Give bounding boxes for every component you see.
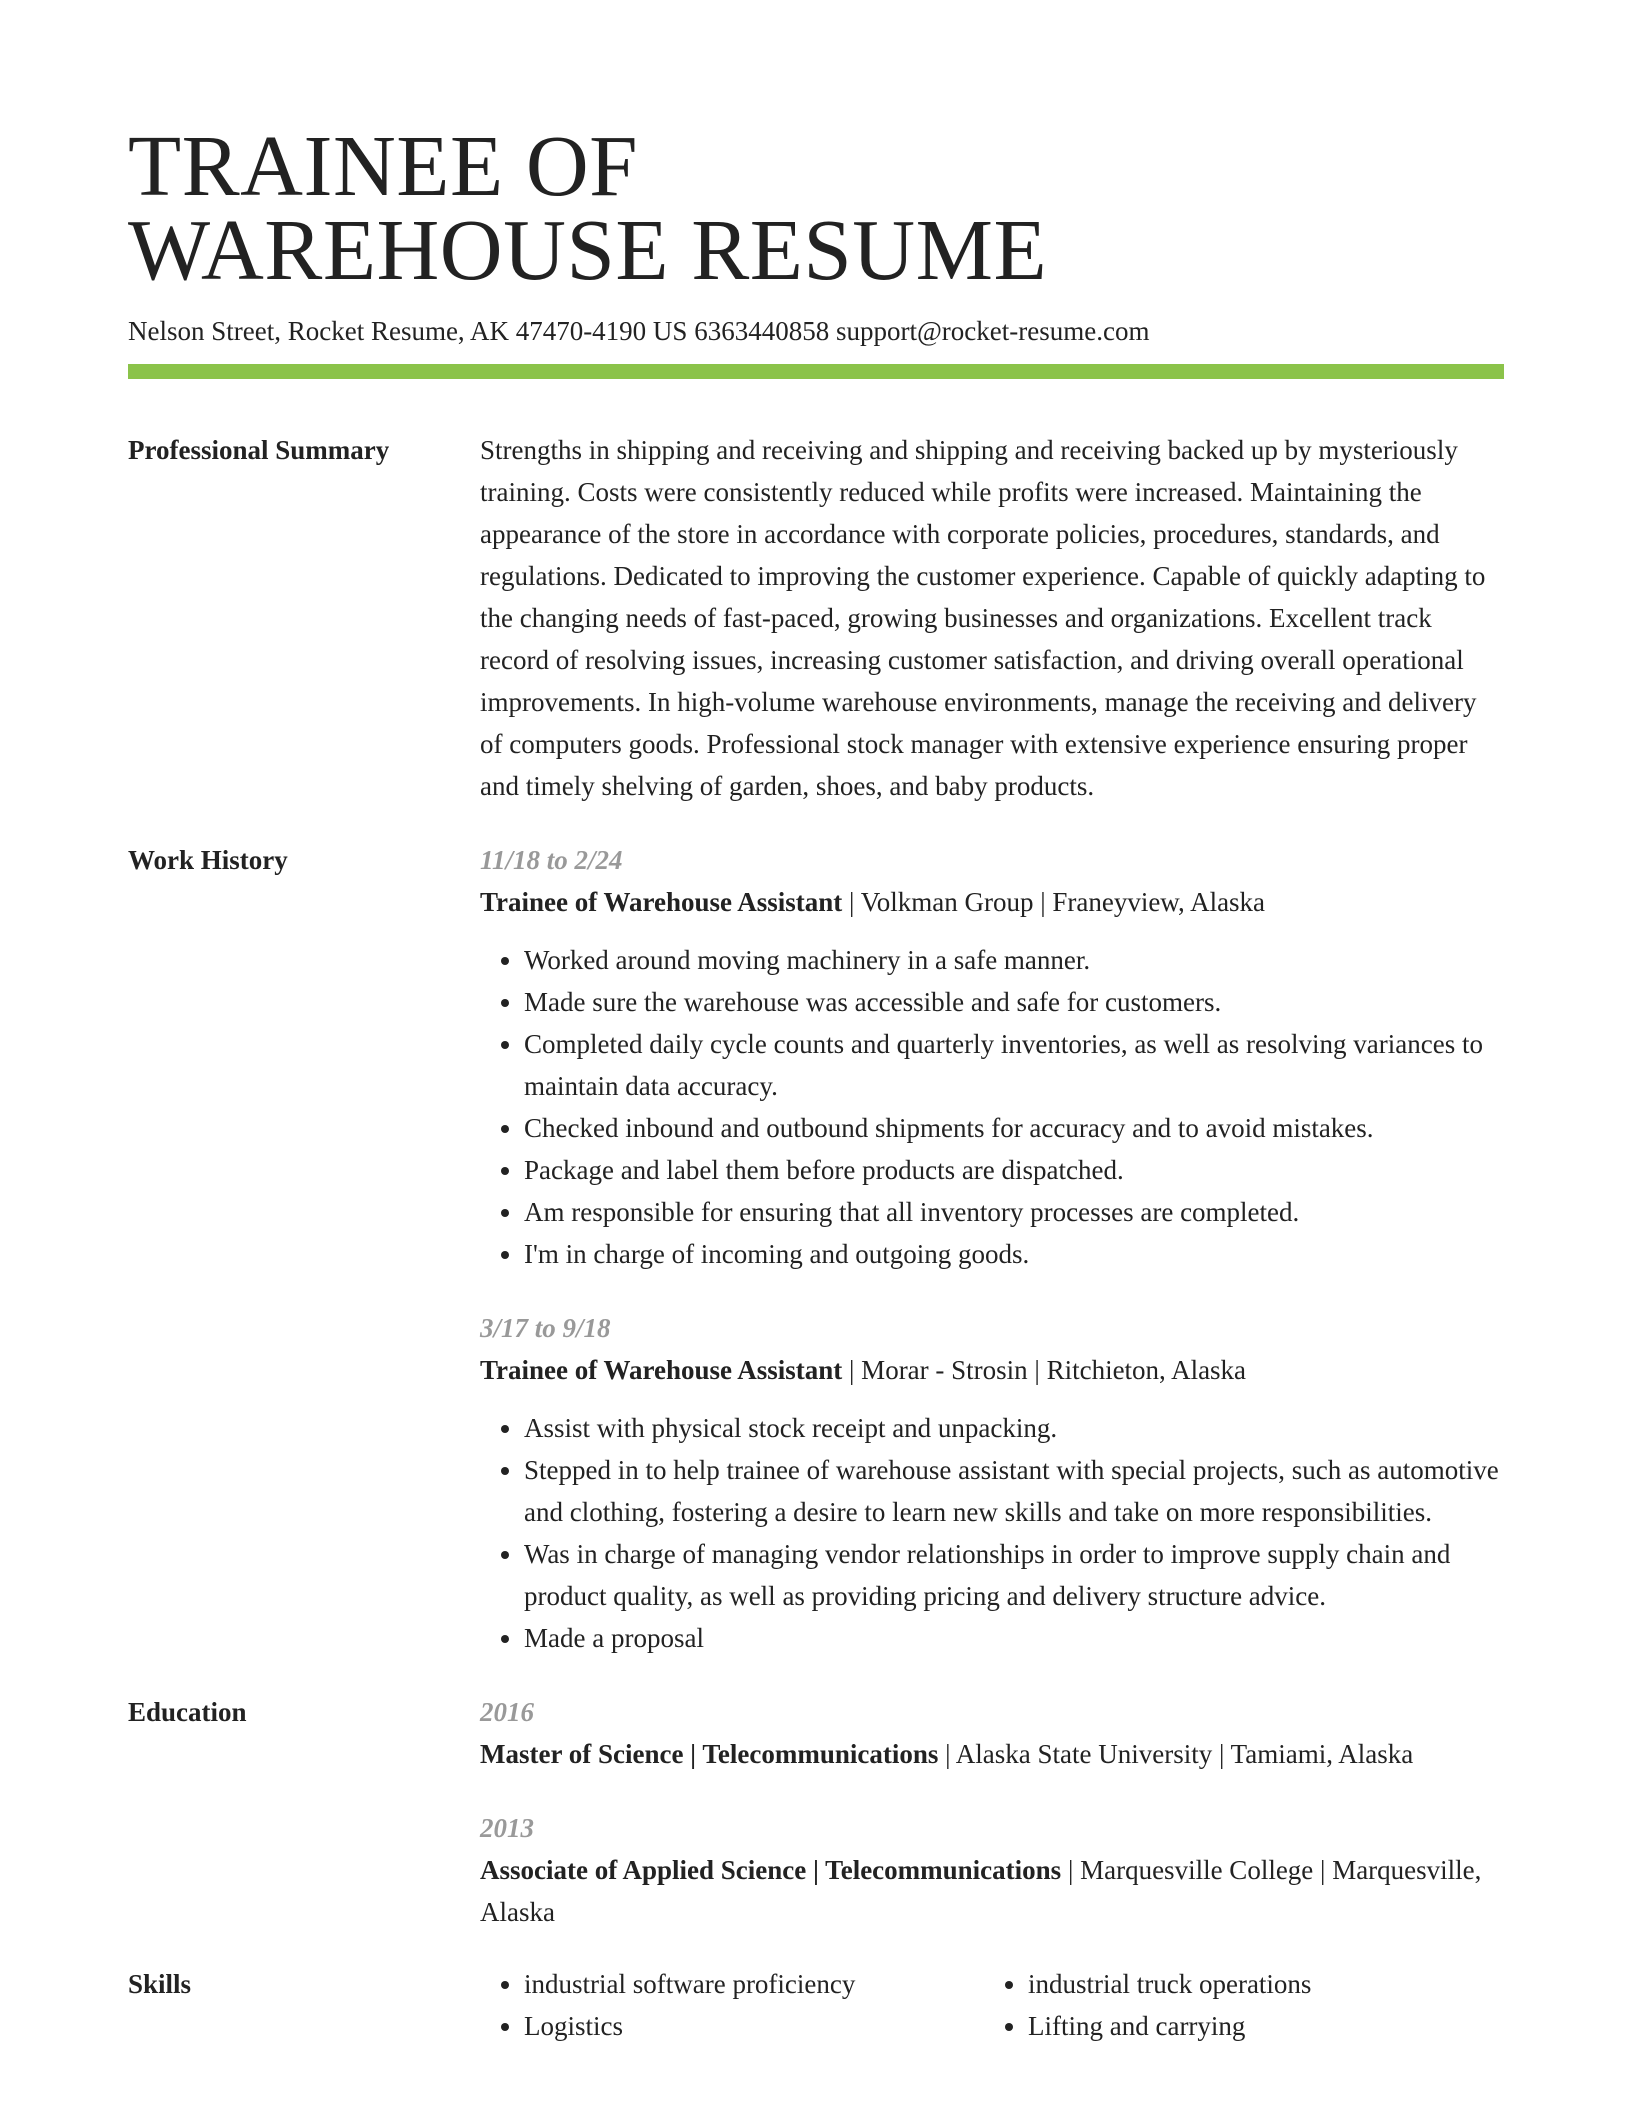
school-details: | Alaska State University | Tamiami, Alaska xyxy=(938,1739,1414,1769)
list-item: • Worked around moving machinery in a safe manner. xyxy=(524,939,1504,981)
title-line-1: TRAINEE OF xyxy=(128,117,639,214)
section-label-education: Education xyxy=(128,1697,247,1727)
list-item: • Package and label them before products are dispatched. xyxy=(524,1149,1504,1191)
list-item: • Checked inbound and outbound shipments for accuracy and to avoid mistakes. xyxy=(524,1107,1504,1149)
skill-item: • Lifting and carrying xyxy=(1028,2005,1504,2047)
skills-body xyxy=(480,1963,1504,2047)
list-item: • Stepped in to help trainee of warehouse assistant with special projects, such as automotive and clothing, fostering a desire to learn new skills and take on more responsibilities. xyxy=(524,1449,1504,1533)
skills-column-1 xyxy=(480,1963,984,2047)
education-year: 2013 xyxy=(480,1813,534,1843)
job-title: Trainee of Warehouse Assistant xyxy=(480,1355,843,1385)
education-line xyxy=(480,1733,1504,1775)
resume-page xyxy=(128,0,1504,2047)
degree-name: Associate of Applied Science | Telecommunications xyxy=(480,1855,1062,1885)
skills-column-2 xyxy=(984,1963,1504,2047)
skill-item: • industrial software proficiency xyxy=(524,1963,984,2005)
job-dates: 3/17 to 9/18 xyxy=(480,1313,611,1343)
skill-item: • Logistics xyxy=(524,2005,984,2047)
degree-name: Master of Science | Telecommunications xyxy=(480,1739,939,1769)
job-entry xyxy=(480,1307,1504,1659)
section-label-summary: Professional Summary xyxy=(128,435,390,465)
education-entry xyxy=(480,1807,1504,1933)
job-dates: 11/18 to 2/24 xyxy=(480,845,623,875)
skills-section xyxy=(128,1963,1504,2047)
resume-title xyxy=(128,0,1504,298)
job-role-line xyxy=(480,1349,1504,1391)
section-label-skills: Skills xyxy=(128,1969,192,1999)
list-item: • Am responsible for ensuring that all inventory processes are completed. xyxy=(524,1191,1504,1233)
list-item: • Assist with physical stock receipt and unpacking. xyxy=(524,1407,1504,1449)
skill-item: • industrial truck operations xyxy=(1028,1963,1504,2005)
education-section xyxy=(128,1691,1504,1933)
job-title: Trainee of Warehouse Assistant xyxy=(480,887,843,917)
job-entry xyxy=(480,839,1504,1275)
section-label-work: Work History xyxy=(128,845,288,875)
job-details: | Morar - Strosin | Ritchieton, Alaska xyxy=(842,1355,1247,1385)
job-bullets xyxy=(480,1407,1504,1659)
contact-info: Nelson Street, Rocket Resume, AK 47470-4190 US 6363440858 support@rocket-resume.com xyxy=(128,316,1150,346)
list-item: • Made a proposal xyxy=(524,1617,1504,1659)
work-history-section xyxy=(128,839,1504,1659)
education-year: 2016 xyxy=(480,1697,534,1727)
summary-text: Strengths in shipping and receiving and shipping and receiving backed up by mysteriously training. Costs were consistently reduced while profits were increased. Maintaining the appearance of the store in accordance with corporate policies, procedures, standards, and regulations. Dedicated to improving the customer experience. Capable of quickly adapting to the changing needs of fast-paced, growing businesses and organizations. Excellent track record of resolving issues, increasing customer satisfaction, and driving overall operational improvements. In high-volume warehouse environments, manage the receiving and delivery of computers goods. Professional stock manager with extensive experience ensuring proper and timely shelving of garden, shoes, and baby products. xyxy=(480,435,1486,801)
job-details: | Volkman Group | Franeyview, Alaska xyxy=(842,887,1266,917)
school-details: | Marquesville College | Marquesville, Alaska xyxy=(480,1855,1482,1927)
job-role-line xyxy=(480,881,1504,923)
list-item: • Completed daily cycle counts and quarterly inventories, as well as resolving variances to maintain data accuracy. xyxy=(524,1023,1504,1107)
list-item: • I'm in charge of incoming and outgoing goods. xyxy=(524,1233,1504,1275)
education-entry xyxy=(480,1691,1504,1775)
list-item: • Made sure the warehouse was accessible and safe for customers. xyxy=(524,981,1504,1023)
summary-section xyxy=(128,429,1504,807)
education-body xyxy=(480,1691,1504,1933)
education-line xyxy=(480,1849,1504,1933)
job-bullets xyxy=(480,939,1504,1275)
list-item: • Was in charge of managing vendor relationships in order to improve supply chain and product quality, as well as providing pricing and delivery structure advice. xyxy=(524,1533,1504,1617)
title-line-2: WAREHOUSE RESUME xyxy=(128,201,1048,298)
work-history-body xyxy=(480,839,1504,1659)
accent-divider xyxy=(128,364,1504,379)
